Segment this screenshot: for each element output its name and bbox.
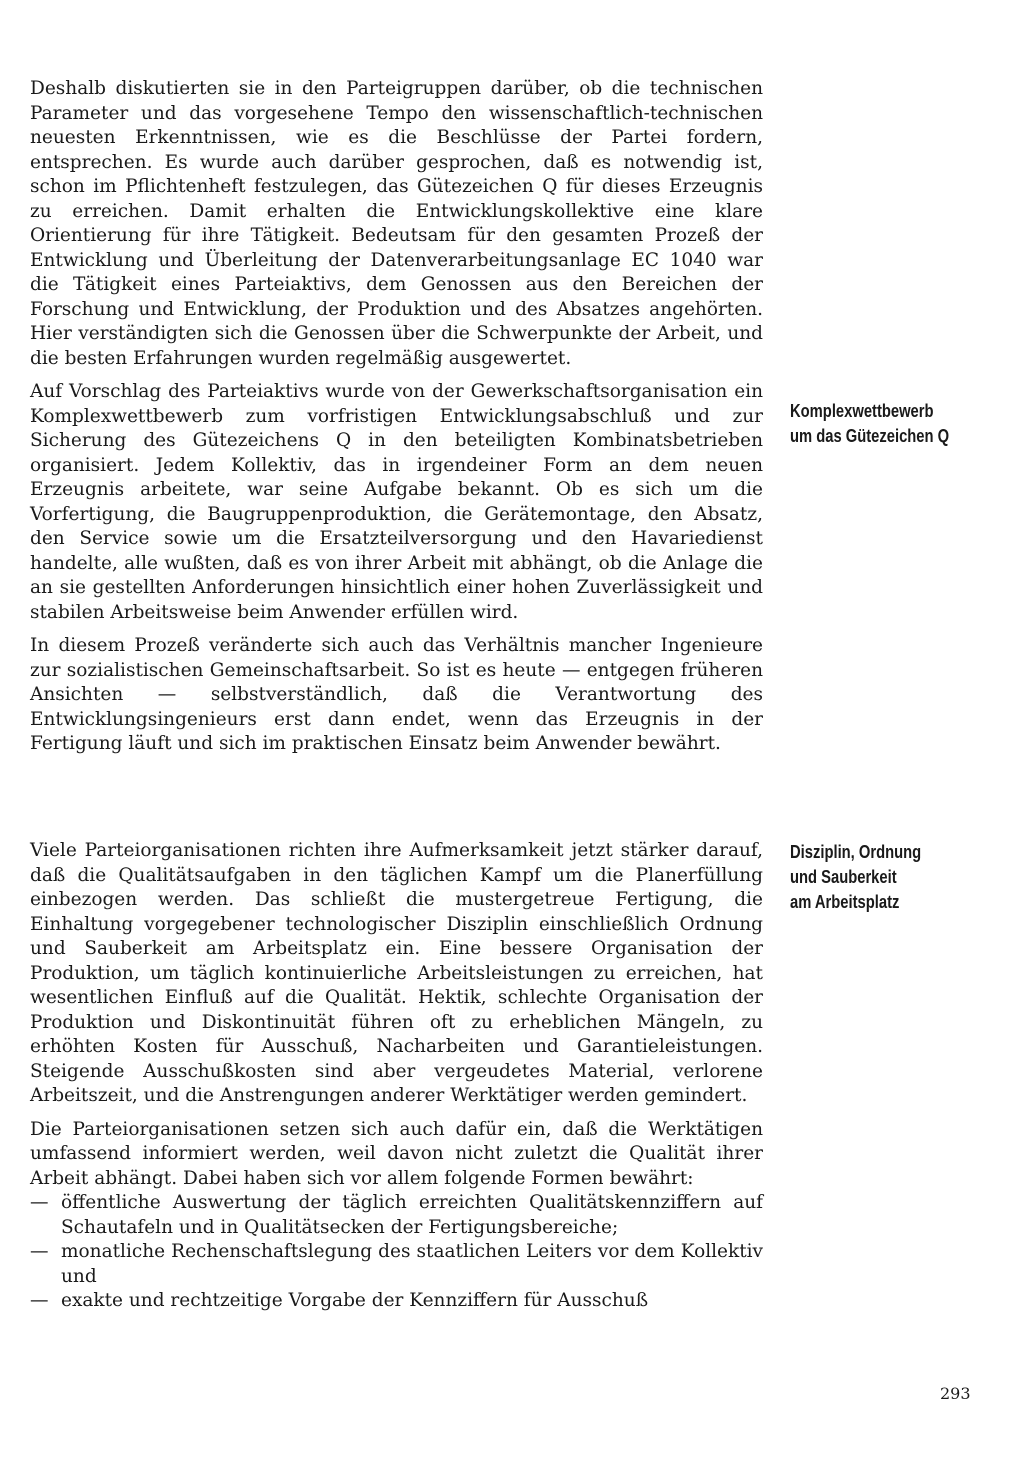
paragraph-2: Auf Vorschlag des Parteiaktivs wurde von der Gewerkschaftsorganisation ein Komplexwettbewerb zum vorfristigen Entwicklungsabschluß und zur Sicherung des Gütezeichens Q in den beteiligten Kombinatsbetrieben organisiert. Jedem Kollektiv, das in irgendeiner Form an dem neuen Erzeugnis arbeitete, war seine Aufgabe bekannt. Ob es sich um die Vorfertigung, die Baugruppenproduktion, die Gerätemontage, den Absatz, den Service sowie um die Ersatzteilversorgung und den Havariedienst handelte, alle wußten, daß es von ihrer Arbeit mit abhängt, ob die Anlage die an sie gestellten Anforderungen hinsichtlich einer hohen Zuverlässigkeit und stabilen Arbeitsweise beim Anwender erfüllen wird. [30, 381, 763, 623]
margin-note-komplexwettbewerb [790, 399, 954, 449]
paragraph-3: In diesem Prozeß veränderte sich auch das Verhältnis mancher Ingenieure zur sozialistischen Gemeinschaftsarbeit. So ist es heute — entgegen früheren Ansichten — selbstverständlich, daß die Verantwortung des Entwicklungsingenieurs erst dann endet, wenn das Erzeugnis in der Fertigung läuft und sich im praktischen Einsatz beim Anwender bewährt. [30, 635, 763, 754]
margin-note-disziplin [790, 840, 954, 915]
dash-marker: — [30, 1290, 49, 1311]
margin-note-line: am Arbeitsplatz [790, 892, 900, 912]
dash-marker: — [30, 1241, 49, 1262]
main-text-column [30, 77, 763, 757]
list-item: — monatliche Rechenschaftslegung des staatlichen Leiters vor dem Kollektiv und [30, 1241, 763, 1287]
paragraph-4: Viele Parteiorganisationen richten ihre Aufmerksamkeit jetzt stärker darauf, daß die Qualitätsaufgaben in den täglichen Kampf um die Planerfüllung einbezogen werden. Das schließt die mustergetreue Fertigung, die Einhaltung vorgegebener technologischer Disziplin einschließlich Ordnung und Sauberkeit am Arbeitsplatz ein. Eine bessere Organisation der Produktion, um täglich kontinuierliche Arbeitsleistungen zu erreichen, hat wesentlichen Einfluß auf die Qualität. Hektik, schlechte Organisation der Produktion und Diskontinuität führen oft zu erheblichen Mängeln, zu erhöhten Kosten für Ausschuß, Nacharbeiten und Garantieleistungen. Steigende Ausschußkosten sind aber vergeudetes Material, verlorene Arbeitszeit, und die Anstrengungen anderer Werktätiger werden gemindert. [30, 840, 763, 1106]
margin-note-line: Komplexwettbewerb [790, 401, 934, 421]
margin-note-line: Disziplin, Ordnung [790, 842, 922, 862]
page-number: 293 [940, 1384, 971, 1403]
margin-note-line: und Sauberkeit [790, 867, 897, 887]
dash-marker: — [30, 1192, 49, 1213]
paragraph-5: Die Parteiorganisationen setzen sich auch dafür ein, daß die Werktätigen umfassend informiert werden, weil davon nicht zuletzt die Qualität ihrer Arbeit abhängt. Dabei haben sich vor allem folgende Formen bewährt: [30, 1118, 763, 1189]
list-item: — öffentliche Auswertung der täglich erreichten Qualitätskennziffern auf Schautafeln und in Qualitätsecken der Fertigungsbereiche; [30, 1192, 763, 1238]
main-text-column-lower [30, 839, 763, 1314]
paragraph-1: Deshalb diskutierten sie in den Parteigruppen darüber, ob die technischen Parameter und das vorgesehene Tempo den wissenschaftlich-technischen neuesten Erkenntnissen, wie es die Beschlüsse der Partei fordern, entsprechen. Es wurde auch darüber gesprochen, daß es notwendig ist, schon im Pflichtenheft festzulegen, das Gütezeichen Q für dieses Erzeugnis zu erreichen. Damit erhalten die Entwicklungskollektive eine klare Orientierung für ihre Tätigkeit. Bedeutsam für den gesamten Prozeß der Entwicklung und Überleitung der Datenverarbeitungsanlage EC 1040 war die Tätigkeit eines Parteiaktivs, dem Genossen aus den Bereichen der Forschung und Entwicklung, der Produktion und des Absatzes angehörten. Hier verständigten sich die Genossen über die Schwerpunkte der Arbeit, und die besten Erfahrungen wurden regelmäßig ausgewertet. [30, 78, 763, 369]
margin-note-line: um das Gütezeichen Q [790, 426, 950, 446]
list-item: — exakte und rechtzeitige Vorgabe der Kennziffern für Ausschuß [30, 1289, 763, 1314]
dash-list [30, 1191, 763, 1314]
